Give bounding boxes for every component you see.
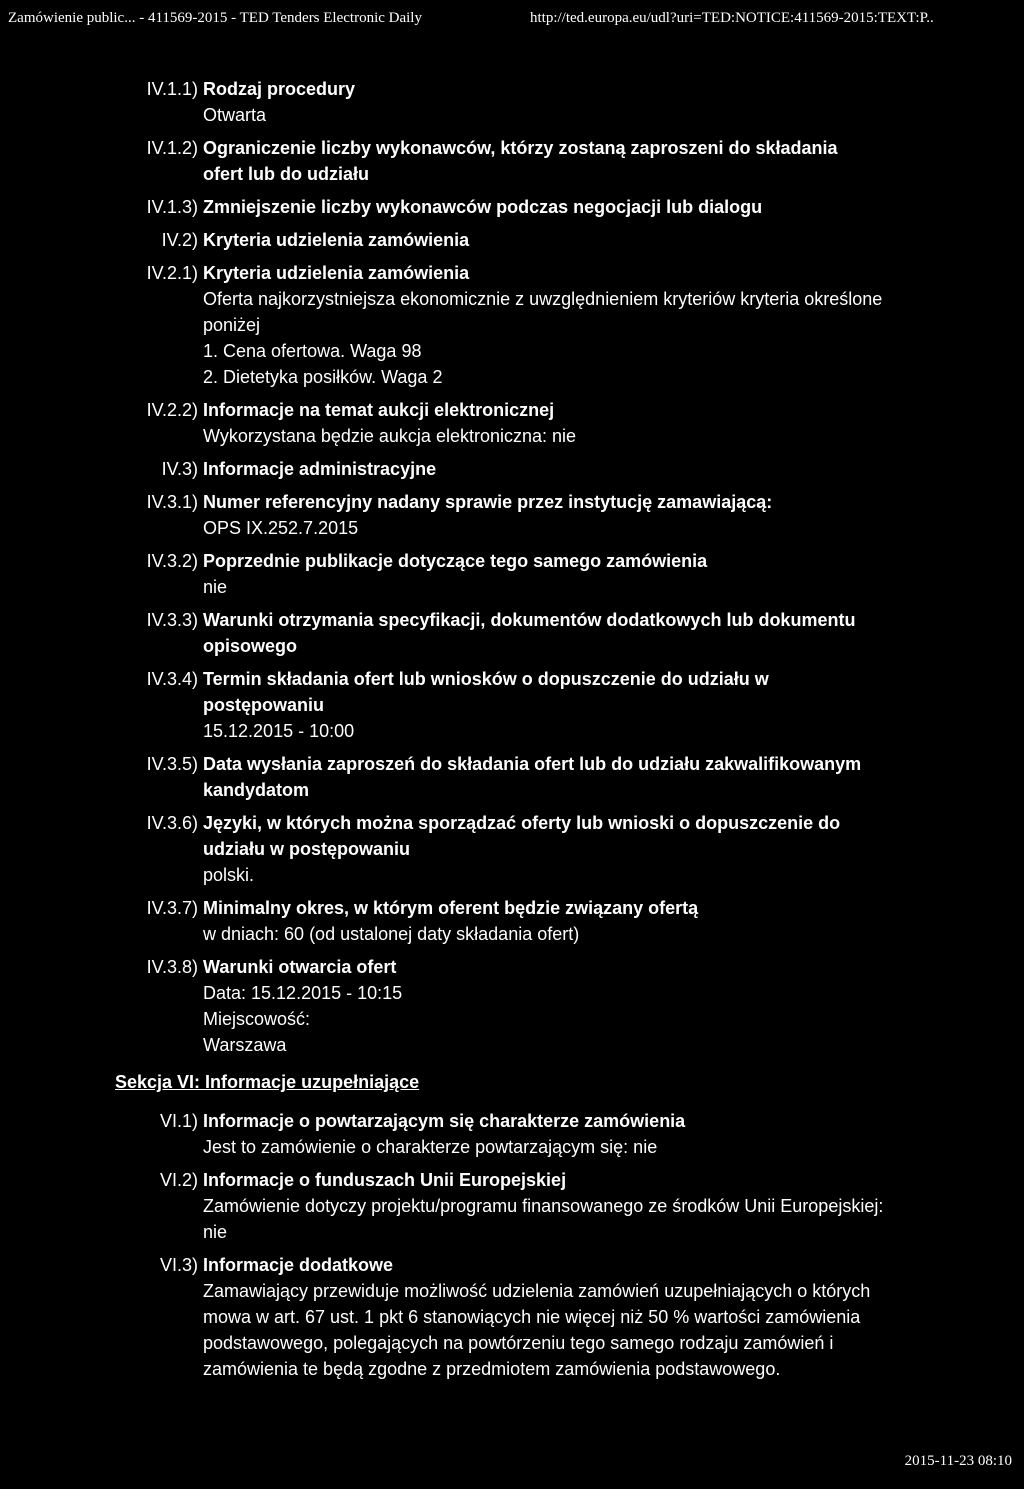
entry-heading: Informacje na temat aukcji elektronicznej: [203, 400, 555, 420]
notice-entry: [0, 1252, 1024, 1382]
entry-value: Oferta najkorzystniejsza ekonomicznie z uwzględnieniem kryteriów kryteria określone poniżej: [203, 289, 883, 335]
entry-number: IV.3): [161, 459, 198, 479]
entry-heading: Zmniejszenie liczby wykonawców podczas negocjacji lub dialogu: [203, 197, 763, 217]
entry-number: VI.1): [159, 1111, 198, 1131]
print-header-title: Zamówienie public... - 411569-2015 - TED Tenders Electronic Daily: [8, 10, 422, 26]
entry-value: nie: [203, 577, 228, 597]
entry-heading: Poprzednie publikacje dotyczące tego samego zamówienia: [203, 551, 708, 571]
entry-number: IV.2.1): [146, 263, 198, 283]
entry-heading: Kryteria udzielenia zamówienia: [203, 263, 470, 283]
notice-entry: [0, 1167, 1024, 1245]
entry-heading: Ograniczenie liczby wykonawców, którzy zostaną zaproszeni do składania ofert lub do udziału: [203, 138, 838, 184]
entry-heading: Numer referencyjny nadany sprawie przez instytucję zamawiającą:: [203, 492, 773, 512]
entry-number: IV.1.1): [146, 79, 198, 99]
entry-value: 1. Cena ofertowa. Waga 98: [203, 341, 422, 361]
entry-number: IV.3.1): [146, 492, 198, 512]
entry-value: polski.: [203, 865, 255, 885]
notice-entry: [0, 548, 1024, 600]
entry-value: Zamówienie dotyczy projektu/programu finansowanego ze środków Unii Europejskiej: nie: [203, 1196, 884, 1242]
entry-number: IV.2.2): [146, 400, 198, 420]
entry-heading: Kryteria udzielenia zamówienia: [203, 230, 470, 250]
notice-entry: [0, 260, 1024, 390]
entry-number: IV.3.5): [146, 754, 198, 774]
entry-number: VI.3): [159, 1255, 198, 1275]
entry-heading: Termin składania ofert lub wniosków o dopuszczenie do udziału w postępowaniu: [203, 669, 769, 715]
entry-value: Zamawiający przewiduje możliwość udzielenia zamówień uzupełniających o których mowa w art. 67 ust. 1 pkt 6 stanowiących nie więcej niż 50 % wartości zamówienia podstawowego, polegających na powtórzeniu tego samego rodzaju zamówień i zamówienia te będą zgodne z przedmiotem zamówienia podstawowego.: [203, 1281, 871, 1379]
section-vi-title: Sekcja VI: Informacje uzupełniające: [115, 1072, 420, 1092]
entry-heading: Informacje administracyjne: [203, 459, 437, 479]
print-header-url: http://ted.europa.eu/udl?uri=TED:NOTICE:411569-2015:TEXT:P..: [530, 10, 934, 26]
notice-entry: [0, 895, 1024, 947]
section-vi-entries: [0, 1108, 1024, 1382]
notice-entry: [0, 456, 1024, 482]
print-footer-timestamp: 2015-11-23 08:10: [904, 1453, 1012, 1469]
entry-value: 2. Dietetyka posiłków. Waga 2: [203, 367, 443, 387]
notice-entry: [0, 194, 1024, 220]
entry-number: IV.3.2): [146, 551, 198, 571]
entry-value: Jest to zamówienie o charakterze powtarzającym się: nie: [203, 1137, 658, 1157]
entry-heading: Minimalny okres, w którym oferent będzie związany ofertą: [203, 898, 699, 918]
notice-content: [0, 76, 1024, 1389]
entry-number: IV.2): [161, 230, 198, 250]
notice-entry: [0, 489, 1024, 541]
entry-number: IV.1.2): [146, 138, 198, 158]
entry-value: OPS IX.252.7.2015: [203, 518, 359, 538]
section-iv-entries: [0, 76, 1024, 1058]
notice-entry: [0, 135, 1024, 187]
entry-number: IV.3.8): [146, 957, 198, 977]
notice-entry: [0, 1108, 1024, 1160]
entry-heading: Informacje o powtarzającym się charakterze zamówienia: [203, 1111, 686, 1131]
entry-value: w dniach: 60 (od ustalonej daty składania ofert): [203, 924, 580, 944]
entry-heading: Języki, w których można sporządzać oferty lub wnioski o dopuszczenie do udziału w postępowaniu: [203, 813, 841, 859]
notice-entry: [0, 810, 1024, 888]
entry-heading: Data wysłania zaproszeń do składania ofert lub do udziału zakwalifikowanym kandydatom: [203, 754, 862, 800]
entry-heading: Informacje dodatkowe: [203, 1255, 394, 1275]
notice-entry: [0, 954, 1024, 1058]
entry-number: VI.2): [159, 1170, 198, 1190]
entry-number: IV.3.7): [146, 898, 198, 918]
notice-entry: [0, 76, 1024, 128]
entry-value: 15.12.2015 - 10:00: [203, 721, 355, 741]
entry-heading: Warunki otrzymania specyfikacji, dokumentów dodatkowych lub dokumentu opisowego: [203, 610, 856, 656]
entry-number: IV.3.3): [146, 610, 198, 630]
print-header: [8, 10, 1016, 34]
entry-heading: Warunki otwarcia ofert: [203, 957, 397, 977]
entry-value: Wykorzystana będzie aukcja elektroniczna: nie: [203, 426, 577, 446]
notice-entry: [0, 607, 1024, 659]
entry-number: IV.1.3): [146, 197, 198, 217]
entry-number: IV.3.6): [146, 813, 198, 833]
entry-value: Miejscowość:: [203, 1009, 311, 1029]
entry-heading: Informacje o funduszach Unii Europejskiej: [203, 1170, 567, 1190]
entry-number: IV.3.4): [146, 669, 198, 689]
notice-entry: [0, 227, 1024, 253]
entry-heading: Rodzaj procedury: [203, 79, 356, 99]
notice-entry: [0, 666, 1024, 744]
notice-entry: [0, 751, 1024, 803]
notice-entry: [0, 397, 1024, 449]
entry-value: Otwarta: [203, 105, 267, 125]
entry-value: Warszawa: [203, 1035, 287, 1055]
entry-value: Data: 15.12.2015 - 10:15: [203, 983, 403, 1003]
